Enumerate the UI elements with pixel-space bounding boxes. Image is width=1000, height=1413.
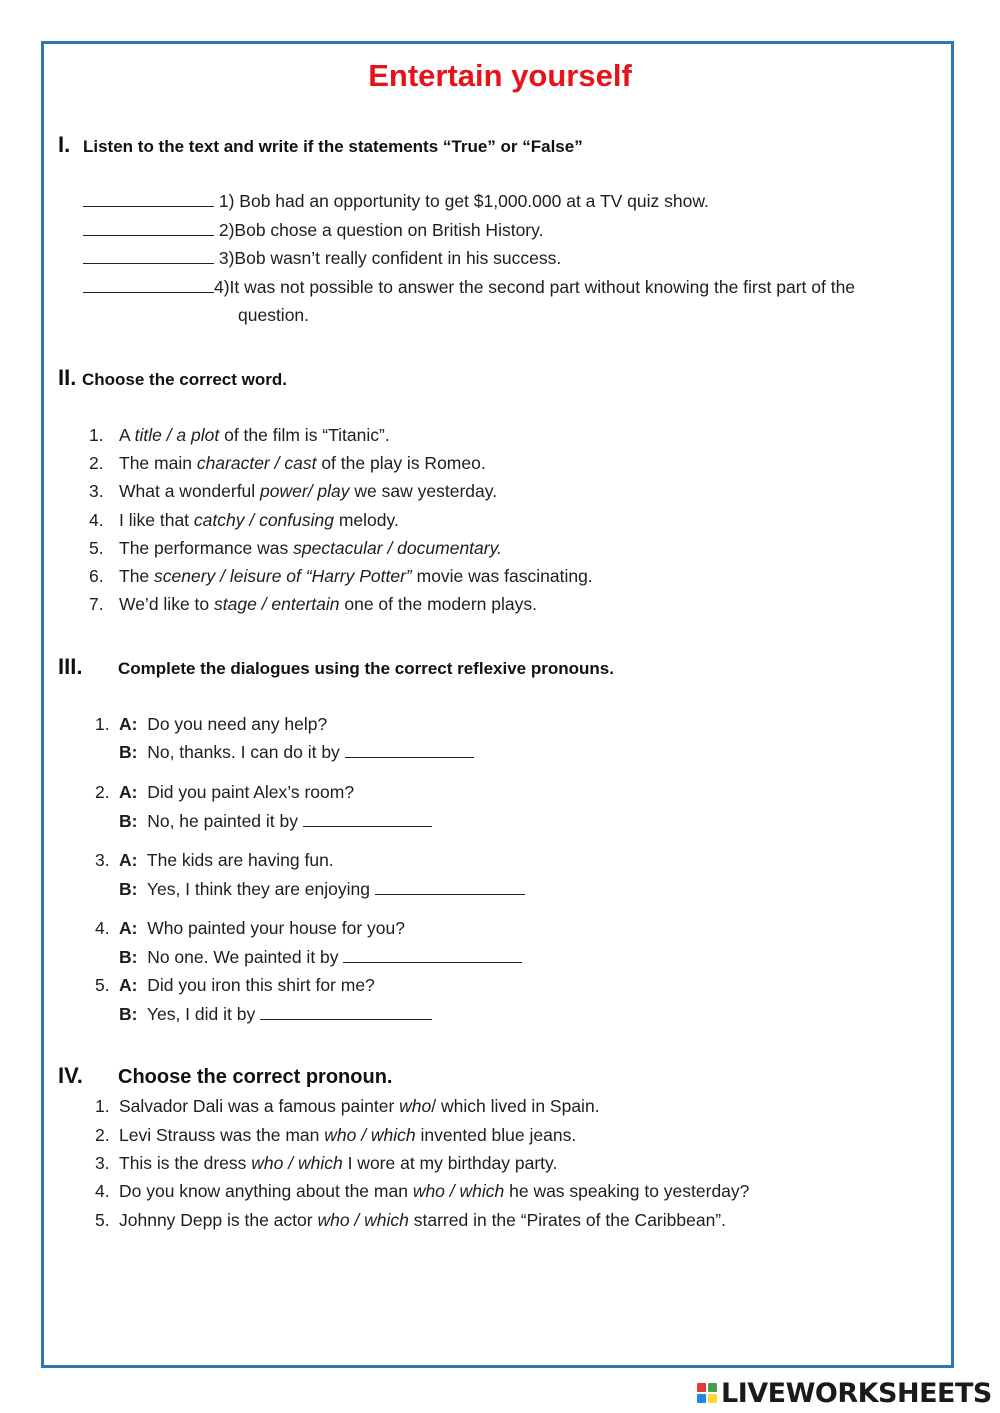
dialogue-3-b: B: Yes, I think they are enjoying xyxy=(119,879,525,900)
section-4-number: IV. xyxy=(58,1063,83,1088)
answer-blank[interactable] xyxy=(343,947,522,963)
pronoun-options[interactable]: who / which xyxy=(251,1153,343,1173)
answer-blank[interactable] xyxy=(345,742,474,758)
answer-blank[interactable] xyxy=(83,277,214,293)
section-3-heading xyxy=(58,654,614,680)
word-choice-item-1: 1. A title / a plot of the film is “Titanic”. xyxy=(89,425,390,445)
logo-text: LIVEWORKSHEETS xyxy=(721,1377,992,1409)
dialogue-2-b: B: No, he painted it by xyxy=(119,811,432,832)
tf-item-3 xyxy=(83,248,561,269)
word-choice-item-2: 2. The main character / cast of the play is Romeo. xyxy=(89,453,486,473)
answer-blank[interactable] xyxy=(83,220,214,236)
tf-item-text: 3)Bob wasn’t really confident in his success. xyxy=(218,248,562,268)
word-choice-item-7: 7. We’d like to stage / entertain one of the modern plays. xyxy=(89,594,537,614)
word-options[interactable]: power/ play xyxy=(260,481,350,501)
section-3-number: III. xyxy=(58,654,83,679)
pronoun-options[interactable]: who / which xyxy=(317,1210,409,1230)
pronoun-options[interactable]: who / which xyxy=(412,1181,505,1201)
tf-item-text: 4)It was not possible to answer the second part without knowing the first part of the xyxy=(214,277,856,297)
pronoun-item-5: 5. Johnny Depp is the actor who / which starred in the “Pirates of the Caribbean”. xyxy=(95,1210,726,1230)
tf-item-4 xyxy=(83,277,855,298)
section-4-text: Choose the correct pronoun. xyxy=(118,1066,393,1088)
pronoun-item-1: 1. Salvador Dali was a famous painter who/ which lived in Spain. xyxy=(95,1096,600,1116)
logo-square xyxy=(697,1394,706,1403)
tf-item-4-continuation: question. xyxy=(238,305,310,325)
logo-square xyxy=(697,1383,706,1392)
answer-blank[interactable] xyxy=(260,1004,432,1020)
word-options[interactable]: character / cast xyxy=(196,453,317,473)
answer-blank[interactable] xyxy=(83,248,214,264)
word-choice-item-4: 4. I like that catchy / confusing melody. xyxy=(89,510,399,530)
dialogue-5-b: B: Yes, I did it by xyxy=(119,1004,432,1025)
answer-blank[interactable] xyxy=(83,191,214,207)
answer-blank[interactable] xyxy=(375,879,525,895)
word-options[interactable]: title / a plot xyxy=(134,425,220,445)
pronoun-item-4: 4. Do you know anything about the man who / which he was speaking to yesterday? xyxy=(95,1181,750,1201)
liveworksheets-logo[interactable] xyxy=(697,1377,992,1409)
section-3-text: Complete the dialogues using the correct reflexive pronouns. xyxy=(118,659,614,678)
dialogue-3-a: 3. A: The kids are having fun. xyxy=(95,850,334,870)
pronoun-item-2: 2. Levi Strauss was the man who / which invented blue jeans. xyxy=(95,1125,577,1145)
dialogue-5-a: 5. A: Did you iron this shirt for me? xyxy=(95,975,375,995)
section-2-number: II. xyxy=(58,365,77,390)
section-2-heading xyxy=(58,365,287,391)
section-2-text: Choose the correct word. xyxy=(82,370,287,389)
tf-item-2 xyxy=(83,220,543,241)
pronoun-options[interactable]: who xyxy=(399,1096,432,1116)
worksheet-title: Entertain yourself xyxy=(368,58,632,93)
word-choice-item-6: 6. The scenery / leisure of “Harry Potter” movie was fascinating. xyxy=(89,566,593,586)
pronoun-item-3: 3. This is the dress who / which I wore at my birthday party. xyxy=(95,1153,558,1173)
answer-blank[interactable] xyxy=(303,811,432,827)
dialogue-4-b: B: No one. We painted it by xyxy=(119,947,522,968)
dialogue-2-a: 2. A: Did you paint Alex’s room? xyxy=(95,782,355,802)
tf-item-text: 1) Bob had an opportunity to get $1,000.000 at a TV quiz show. xyxy=(218,191,709,211)
dialogue-1-a: 1. A: Do you need any help? xyxy=(95,714,328,734)
tf-item-text: 2)Bob chose a question on British History. xyxy=(218,220,544,240)
section-1-number: I. xyxy=(58,132,71,157)
word-options[interactable]: scenery / leisure of “Harry Potter” xyxy=(154,566,412,586)
dialogue-4-a: 4. A: Who painted your house for you? xyxy=(95,918,406,938)
section-1-heading xyxy=(58,132,583,158)
tf-item-1 xyxy=(83,191,709,212)
word-options[interactable]: catchy / confusing xyxy=(193,510,334,530)
logo-squares-icon xyxy=(697,1383,717,1403)
word-options[interactable]: stage / entertain xyxy=(214,594,340,614)
word-choice-item-5: 5. The performance was spectacular / documentary. xyxy=(89,538,502,558)
word-choice-item-3: 3. What a wonderful power/ play we saw yesterday. xyxy=(89,481,498,501)
logo-square xyxy=(708,1394,717,1403)
section-1-text: Listen to the text and write if the statements “True” or “False” xyxy=(83,137,583,156)
word-options[interactable]: spectacular / documentary. xyxy=(293,538,502,558)
dialogue-1-b: B: No, thanks. I can do it by xyxy=(119,742,474,763)
logo-square xyxy=(708,1383,717,1392)
pronoun-options[interactable]: who / which xyxy=(324,1125,416,1145)
section-4-heading xyxy=(58,1063,392,1089)
